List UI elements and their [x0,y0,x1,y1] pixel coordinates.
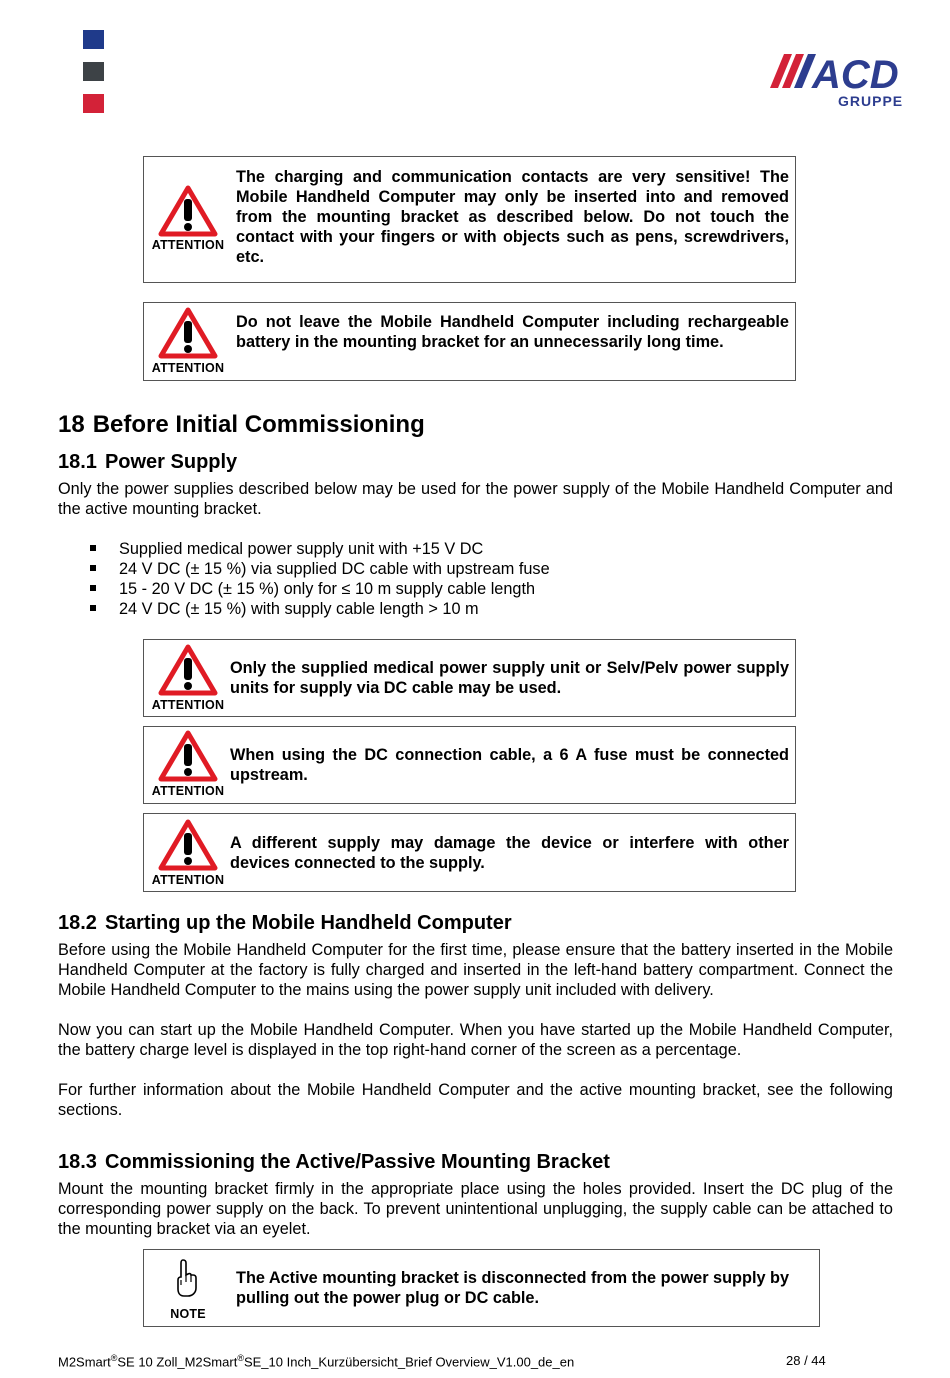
attention-text: Only the supplied medical power supply unit or Selv/Pelv power supply units for supply via DC cable may be used. [230,659,789,697]
header-square-grey [83,62,104,81]
bracket-paragraph: Mount the mounting bracket firmly in the appropriate place using the holes provided. Insert the DC plug of the corresponding power supply on the back. To prevent unintentional unplugging, the supply cable can be attached to the mounting bracket via an eyelet. [58,1180,893,1238]
section-number: 18 [58,411,85,438]
attention-label: ATTENTION [151,873,225,887]
subsection-number: 18.3 [58,1151,97,1173]
attention-box-fuse [143,726,796,804]
attention-label: ATTENTION [151,698,225,712]
warning-triangle-icon [158,307,218,359]
logo-brand: ACD [812,53,899,97]
startup-paragraph-1: Before using the Mobile Handheld Computer for the first time, please ensure that the battery inserted in the Mobile Handheld Computer at the factory is fully charged and inserted in the left-hand battery compartment. Connect the Mobile Handheld Computer to the mains using the power supply unit included with delivery. [58,941,893,999]
warning-triangle-icon [158,185,218,237]
pointing-hand-icon [174,1258,200,1298]
warning-triangle-icon [158,730,218,782]
attention-text: Do not leave the Mobile Handheld Computer including rechargeable battery in the mounting bracket for an unnecessarily long time. [236,313,789,351]
logo-sub: GRUPPE [838,93,904,109]
subsection-title: Commissioning the Active/Passive Mounting Bracket [104,1151,610,1173]
warning-triangle-icon [158,819,218,871]
subsection-number: 18.1 [58,451,97,473]
attention-box-supplied-psu [143,639,796,717]
startup-paragraph-3: For further information about the Mobile Handheld Computer and the active mounting bracket, see the following sections. [58,1081,893,1119]
attention-text: The charging and communication contacts are very sensitive! The Mobile Handheld Computer may only be inserted into and removed from the mounting bracket as described below. Do not touch the contact with your fingers or with objects such as pens, screwdrivers, etc. [236,168,789,266]
subsection-heading-18-2 [58,912,512,935]
section-title: Before Initial Commissioning [92,411,425,438]
startup-paragraph-2: Now you can start up the Mobile Handheld Computer. When you have started up the Mobile Handheld Computer, the battery charge level is displayed in the top right-hand corner of the screen as a percentage. [58,1021,893,1059]
registered-mark: ® [110,1353,118,1363]
header-square-blue [83,30,104,49]
list-item: 24 V DC (± 15 %) with supply cable length > 10 m [88,599,550,619]
acd-logo [766,46,916,112]
attention-box-different-supply [143,813,796,892]
footer-part: SE 10 Zoll_M2Smart [117,1354,238,1370]
list-item: Supplied medical power supply unit with +15 V DC [88,539,550,559]
attention-label: ATTENTION [151,238,225,252]
footer-part: SE_10 Inch_Kurzübersicht_Brief Overview_V1.00_de_en [243,1354,575,1370]
footer-page-number: 28 / 44 [786,1353,826,1368]
registered-mark: ® [237,1353,244,1363]
footer-document-name [58,1353,574,1369]
warning-triangle-icon [158,644,218,696]
subsection-title: Power Supply [104,451,238,473]
note-box [143,1249,820,1327]
attention-box-long-time [143,302,796,381]
power-supply-list [88,539,550,619]
subsection-title: Starting up the Mobile Handheld Computer [104,912,512,934]
list-item: 24 V DC (± 15 %) via supplied DC cable with upstream fuse [88,559,550,579]
list-item: 15 - 20 V DC (± 15 %) only for ≤ 10 m supply cable length [88,579,550,599]
attention-text: When using the DC connection cable, a 6 A fuse must be connected upstream. [230,746,789,784]
subsection-number: 18.2 [58,912,97,934]
power-supply-intro: Only the power supplies described below may be used for the power supply of the Mobile Handheld Computer and the active mounting bracket. [58,480,893,518]
subsection-heading-18-1 [58,451,237,474]
attention-label: ATTENTION [151,784,225,798]
footer-brand: M2Smart [58,1354,111,1370]
attention-box-contacts [143,156,796,283]
note-label: NOTE [170,1307,206,1321]
attention-text: A different supply may damage the device or interfere with other devices connected to the supply. [230,834,789,872]
header-square-red [83,94,104,113]
note-text: The Active mounting bracket is disconnected from the power supply by pulling out the power plug or DC cable. [236,1269,790,1307]
attention-label: ATTENTION [151,361,225,375]
subsection-heading-18-3 [58,1151,610,1174]
section-heading-18 [58,411,425,439]
